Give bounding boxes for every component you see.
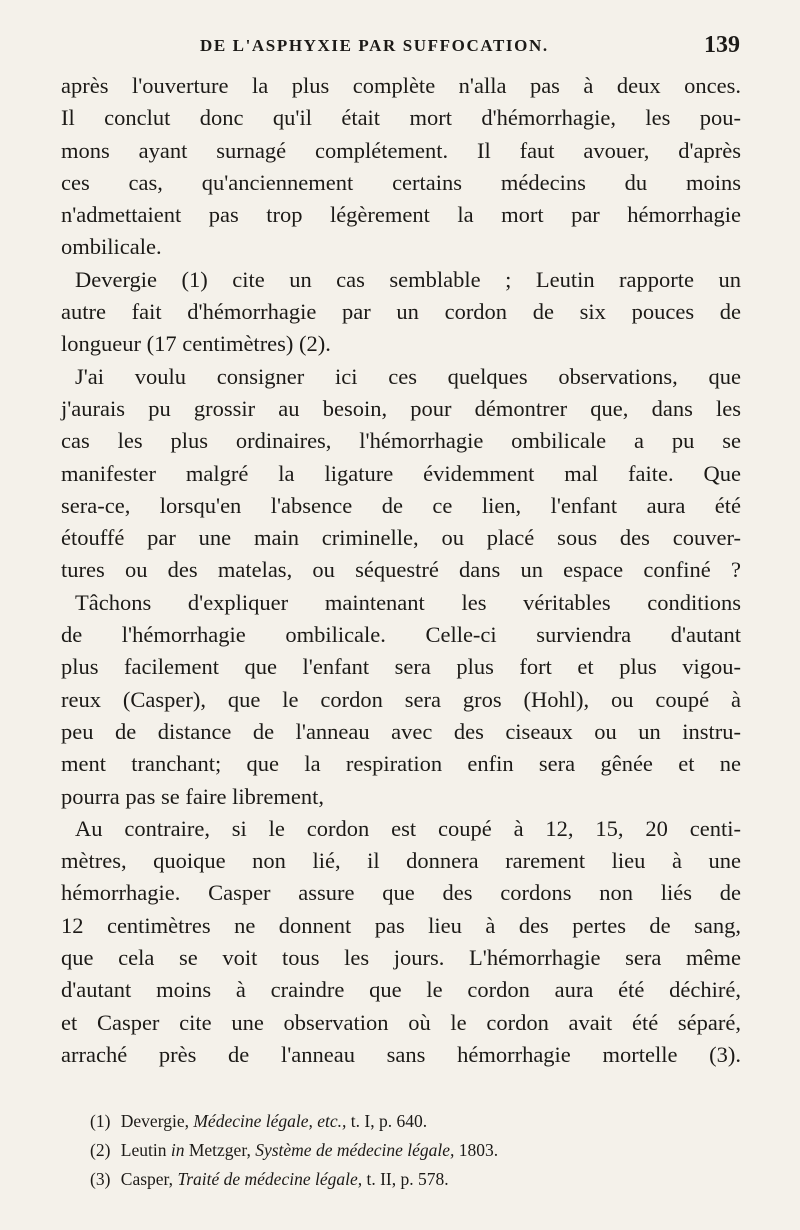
text-line: peu de distance de l'anneau avec des ciseaux ou un instru-	[61, 718, 741, 744]
paragraph	[61, 813, 741, 1071]
text-line: de l'hémorrhagie ombilicale. Celle-ci surviendra d'autant	[61, 622, 741, 648]
paragraph	[61, 264, 741, 361]
text-line: Tâchons d'expliquer maintenant les véritables conditions	[75, 589, 741, 615]
footnote-rest: 1803.	[458, 1140, 499, 1160]
text-line: j'aurais pu grossir au besoin, pour démontrer que, dans les	[61, 395, 741, 421]
body-text	[61, 70, 741, 1071]
text-line: et Casper cite une observation où le cordon avait été séparé,	[61, 1009, 741, 1035]
footnote	[90, 1136, 740, 1165]
footnote-number: (3)	[90, 1169, 111, 1189]
footnote-title: Médecine légale, etc.,	[193, 1111, 347, 1131]
text-line: longueur (17 centimètres) (2).	[61, 331, 331, 357]
footnote-number: (1)	[90, 1111, 111, 1131]
text-line: ces cas, qu'anciennement certains médecins du moins	[61, 169, 741, 195]
text-line: Devergie (1) cite un cas semblable ; Leutin rapporte un	[75, 266, 741, 292]
footnotes	[90, 1107, 740, 1194]
text-line: n'admettaient pas trop légèrement la mort par hémorrhagie	[61, 202, 741, 228]
text-line: J'ai voulu consigner ici ces quelques observations, que	[75, 363, 741, 389]
text-line: hémorrhagie. Casper assure que des cordons non liés de	[61, 880, 741, 906]
text-line: mètres, quoique non lié, il donnera rarement lieu à une	[61, 848, 741, 874]
page-header	[60, 34, 742, 64]
footnote-title: Système de médecine légale,	[255, 1140, 455, 1160]
running-title: DE L'ASPHYXIE PAR SUFFOCATION.	[200, 36, 549, 55]
text-line: que cela se voit tous les jours. L'hémorrhagie sera même	[61, 945, 741, 971]
text-line: plus facilement que l'enfant sera plus fort et plus vigou-	[61, 654, 741, 680]
footnote-number: (2)	[90, 1140, 111, 1160]
footnote	[90, 1165, 740, 1194]
footnote-in: in	[170, 1140, 185, 1160]
text-line: après l'ouverture la plus complète n'alla pas à deux onces.	[61, 73, 741, 98]
footnote-source: Metzger,	[188, 1140, 251, 1160]
footnote-rest: t. I, p. 640.	[350, 1111, 428, 1131]
footnote-author: Devergie,	[120, 1111, 189, 1131]
page-number: 139	[704, 32, 740, 58]
footnote-rest: t. II, p. 578.	[366, 1169, 449, 1189]
text-line: reux (Casper), que le cordon sera gros (Hohl), ou coupé à	[61, 686, 741, 712]
paragraph	[61, 587, 741, 813]
text-line: arraché près de l'anneau sans hémorrhagie mortelle (3).	[61, 1041, 741, 1067]
text-line: manifester malgré la ligature évidemment mal faite. Que	[61, 460, 741, 486]
footnote-author: Leutin	[120, 1140, 167, 1160]
footnote-title: Traité de médecine légale,	[177, 1169, 363, 1189]
text-line: autre fait d'hémorrhagie par un cordon de six pouces de	[61, 299, 741, 325]
text-line: pourra pas se faire librement,	[61, 783, 325, 809]
footnote	[90, 1107, 740, 1136]
text-line: étouffé par une main criminelle, ou placé sous des couver-	[61, 525, 741, 551]
text-line: tures ou des matelas, ou séquestré dans un espace confiné ?	[61, 557, 741, 583]
text-line: Au contraire, si le cordon est coupé à 12, 15, 20 centi-	[75, 815, 741, 841]
paragraph	[61, 70, 741, 264]
text-line: cas les plus ordinaires, l'hémorrhagie ombilicale a pu se	[61, 428, 741, 454]
text-line: d'autant moins à craindre que le cordon aura été déchiré,	[61, 977, 741, 1003]
text-line: sera-ce, lorsqu'en l'absence de ce lien, l'enfant aura été	[61, 492, 741, 518]
footnote-author: Casper,	[120, 1169, 174, 1189]
text-line: 12 centimètres ne donnent pas lieu à des pertes de sang,	[61, 912, 741, 938]
text-line: ment tranchant; que la respiration enfin sera gênée et ne	[61, 751, 741, 777]
text-line: Il conclut donc qu'il était mort d'hémorrhagie, les pou-	[61, 105, 741, 131]
text-line: ombilicale.	[61, 234, 162, 260]
paragraph	[61, 361, 741, 587]
text-line: mons ayant surnagé complétement. Il faut avouer, d'après	[61, 137, 741, 163]
